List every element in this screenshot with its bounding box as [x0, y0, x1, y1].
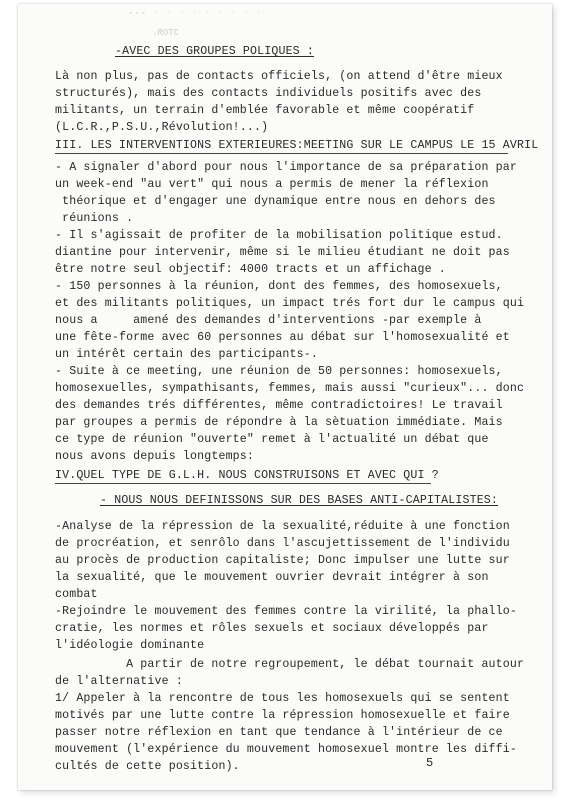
text-line: au procès de production capitaliste; Donc impulser une lutte sur — [55, 554, 510, 567]
text-line: par groupes a permis de répondre à la sètuation immédiate. Mais — [55, 416, 503, 429]
text-line: 1/ Appeler à la rencontre de tous les homosexuels qui se sentent — [55, 692, 510, 705]
text-line: de l'alternative : — [55, 675, 183, 688]
text-line: théorique et d'engager une dynamique entre nous en dehors des — [55, 195, 496, 208]
text-line: diantine pour intervenir, même si le milieu étudiant ne doit pas — [55, 246, 510, 259]
text-line: des demandes trés différentes, même contradictoires! Le travail — [55, 399, 503, 412]
text-line: la sexualité, que le mouvement ouvrier devrait intégrer à son — [55, 571, 489, 584]
text-line: - Il s'agissait de profiter de la mobilisation politique estud. — [55, 229, 503, 242]
text-line: passer notre réflexion en tant que tendance à l'intérieur de ce — [55, 726, 503, 739]
text-line: une fête-forme avec 60 personnes au débat sur l'homosexualité et — [55, 331, 510, 344]
text-line: combat — [55, 588, 98, 601]
heading-groupes-politiques: -AVEC DES GROUPES POLIQUES : — [115, 45, 315, 58]
section-underline-iv — [55, 483, 431, 484]
text-line: - A signaler d'abord pour nous l'importance de sa préparation par — [55, 161, 517, 174]
text-line: nous a amené des demandes d'interventions -par exemple à — [55, 314, 482, 327]
faint-header-text: .ROTC — [152, 28, 180, 38]
text-line: un intérêt certain des participants-. — [55, 348, 318, 361]
text-line: Là non plus, pas de contacts officiels, (on attend d'être mieux — [55, 70, 503, 83]
text-line: homosexuelles, sympathisants, femmes, mais aussi "curieux"... donc — [55, 382, 525, 395]
text-line: être notre seul objectif: 4000 tracts et un affichage . — [55, 263, 446, 276]
document-page — [18, 4, 552, 790]
text-line: mouvement (l'expérience du mouvement homosexuel montre les diffi- — [55, 743, 517, 756]
subheading-anti-capitalistes: - NOUS NOUS DEFINISSONS SUR DES BASES ANTI-CAPITALISTES: — [100, 494, 499, 507]
section-heading-iv: IV.QUEL TYPE DE G.L.H. NOUS CONSTRUISONS ET AVEC QUI ? — [55, 469, 439, 482]
text-line: structurés), mais des contacts individuels positifs avec des — [55, 87, 482, 100]
text-line: - 150 personnes à la réunion, dont des femmes, des homosexuels, — [55, 280, 503, 293]
page-number: 5 — [426, 756, 434, 770]
text-line: l'idéologie dominante — [55, 639, 205, 652]
text-line: et des militants politiques, un impact trés fort dur le campus qui — [55, 297, 525, 310]
text-line: réunions . — [55, 212, 134, 225]
text-line: -Analyse de la répression de la sexualité,réduite à une fonction — [55, 520, 510, 533]
text-line: motivés par une lutte contre la répression homosexuelle et faire — [55, 709, 510, 722]
text-line: militants, un terrain d'emblée favorable et même coopératif — [55, 104, 475, 117]
text-line: un week-end "au vert" qui nous a permis de mener la réflexion — [55, 178, 489, 191]
text-line: -Rejoindre le mouvement des femmes contre la virilité, la phallo- — [55, 605, 517, 618]
text-line: (L.C.R.,P.S.U.,Révolution!...) — [55, 121, 269, 134]
section-underline-iii — [55, 153, 508, 154]
text-line: cratie, les normes et rôles sexuels et sociaux développés par — [55, 622, 489, 635]
text-line: de procréation, et senrôlo dans l'ascujettissement de l'individu — [55, 537, 510, 550]
faint-header-marks: ˆˆˆ ˙ ˙ ˙ ˙ ˙ ˙ ˙ ˙ ˙ — [128, 12, 263, 22]
text-line: ce type de réunion "ouverte" remet à l'actualité un débat que — [55, 433, 489, 446]
text-line: - Suite à ce meeting, une réunion de 50 personnes: homosexuels, — [55, 365, 503, 378]
text-line: nous avons depuis longtemps: — [55, 450, 255, 463]
text-line: A partir de notre regroupement, le débat tournait autour — [55, 658, 525, 671]
section-heading-iii: III. LES INTERVENTIONS EXTERIEURES:MEETING SUR LE CAMPUS LE 15 AVRIL — [55, 139, 539, 152]
text-line: cultés de cette position). — [55, 760, 240, 773]
